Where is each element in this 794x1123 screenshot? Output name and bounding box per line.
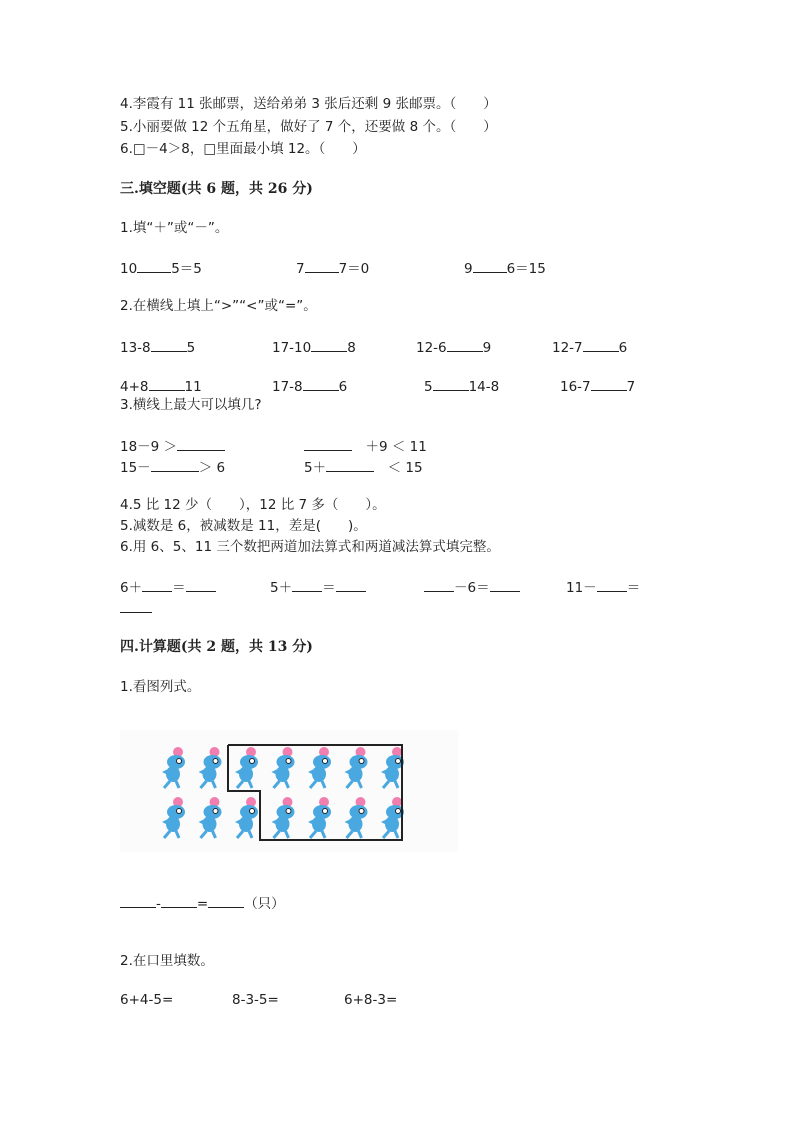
q2-row-1: 13-8 5 17-10 8 12-6 9 12-7 6 [120, 337, 680, 355]
bird-icon [381, 797, 404, 838]
q2-prompt: 2.在横线上填上“>”“<”或“=”。 [120, 298, 317, 314]
q4-text: 4.5 比 12 少（ ），12 比 7 多（ ）。 [120, 497, 386, 513]
judge-item-5: 5.小丽要做 12 个五角星，做好了 7 个，还要做 8 个。（ ） [120, 119, 497, 135]
calc-q1-answer: - = （只） [120, 893, 680, 911]
blank[interactable] [433, 376, 469, 391]
blank[interactable] [120, 893, 156, 908]
calc-q2-prompt: 2.在口里填数。 [120, 953, 214, 969]
q6-equations: 6＋ ＝ 5＋ ＝ －6＝ 11－ ＝ [120, 577, 680, 595]
bird-icon [308, 747, 331, 788]
blank[interactable] [591, 376, 627, 391]
blank[interactable] [149, 376, 185, 391]
blank[interactable] [292, 577, 322, 592]
blank[interactable] [490, 577, 520, 592]
q3-prompt: 3.横线上最大可以填几? [120, 397, 262, 413]
q1-equations: 10 5＝5 7 7＝0 9 6＝15 [120, 258, 680, 276]
bird-figure [120, 730, 458, 852]
calc-q2-equations: 6+4-5= 8-3-5= 6+8-3= [120, 992, 398, 1008]
blank[interactable] [208, 893, 244, 908]
blank[interactable] [473, 258, 507, 273]
blank[interactable] [424, 577, 454, 592]
q5-text: 5.减数是 6，被减数是 11，差是( )。 [120, 518, 367, 534]
bird-icon [381, 747, 404, 788]
blank[interactable] [177, 436, 225, 451]
blank[interactable] [142, 577, 172, 592]
q3-row-2: 15－ ＞ 6 5＋ ＜ 15 [120, 457, 680, 475]
blank[interactable] [311, 337, 347, 352]
bird-icon [235, 797, 258, 838]
blank[interactable] [186, 577, 216, 592]
judge-item-6: 6.□－4＞8，□里面最小填 12。（ ） [120, 141, 366, 157]
blank[interactable] [326, 457, 374, 472]
bird-icon [345, 797, 368, 838]
section-title-fill-blanks: 三.填空题(共 6 题，共 26 分) [120, 181, 313, 197]
blank[interactable] [336, 577, 366, 592]
bird-icon [162, 797, 185, 838]
blank[interactable] [305, 258, 339, 273]
judge-item-4: 4.李霞有 11 张邮票，送给弟弟 3 张后还剩 9 张邮票。（ ） [120, 96, 497, 112]
blank[interactable] [137, 258, 171, 273]
bird-icon [345, 747, 368, 788]
section-title-calculation: 四.计算题(共 2 题，共 13 分) [120, 639, 313, 655]
q3-row-1: 18－9 ＞ ＋9 ＜ 11 [120, 436, 680, 454]
blank[interactable] [304, 436, 352, 451]
bird-icon [272, 797, 295, 838]
blank[interactable] [447, 337, 483, 352]
blank[interactable] [120, 598, 152, 613]
blank[interactable] [161, 893, 197, 908]
bird-icon [199, 747, 222, 788]
blank[interactable] [303, 376, 339, 391]
q2-row-2: 4+8 11 17-8 6 5 14-8 16-7 7 [120, 376, 680, 394]
bird-icon [308, 797, 331, 838]
bird-icon [235, 747, 258, 788]
bird-icon [199, 797, 222, 838]
calc-q1-prompt: 1.看图列式。 [120, 679, 201, 695]
bird-icon [162, 747, 185, 788]
bird-picture [120, 730, 458, 852]
blank[interactable] [151, 457, 199, 472]
q6-prompt: 6.用 6、5、11 三个数把两道加法算式和两道减法算式填完整。 [120, 539, 500, 555]
q1-prompt: 1.填“＋”或“－”。 [120, 220, 229, 236]
blank[interactable] [583, 337, 619, 352]
blank[interactable] [151, 337, 187, 352]
blank[interactable] [597, 577, 627, 592]
q6-wrap [120, 598, 680, 616]
bird-icon [272, 747, 295, 788]
